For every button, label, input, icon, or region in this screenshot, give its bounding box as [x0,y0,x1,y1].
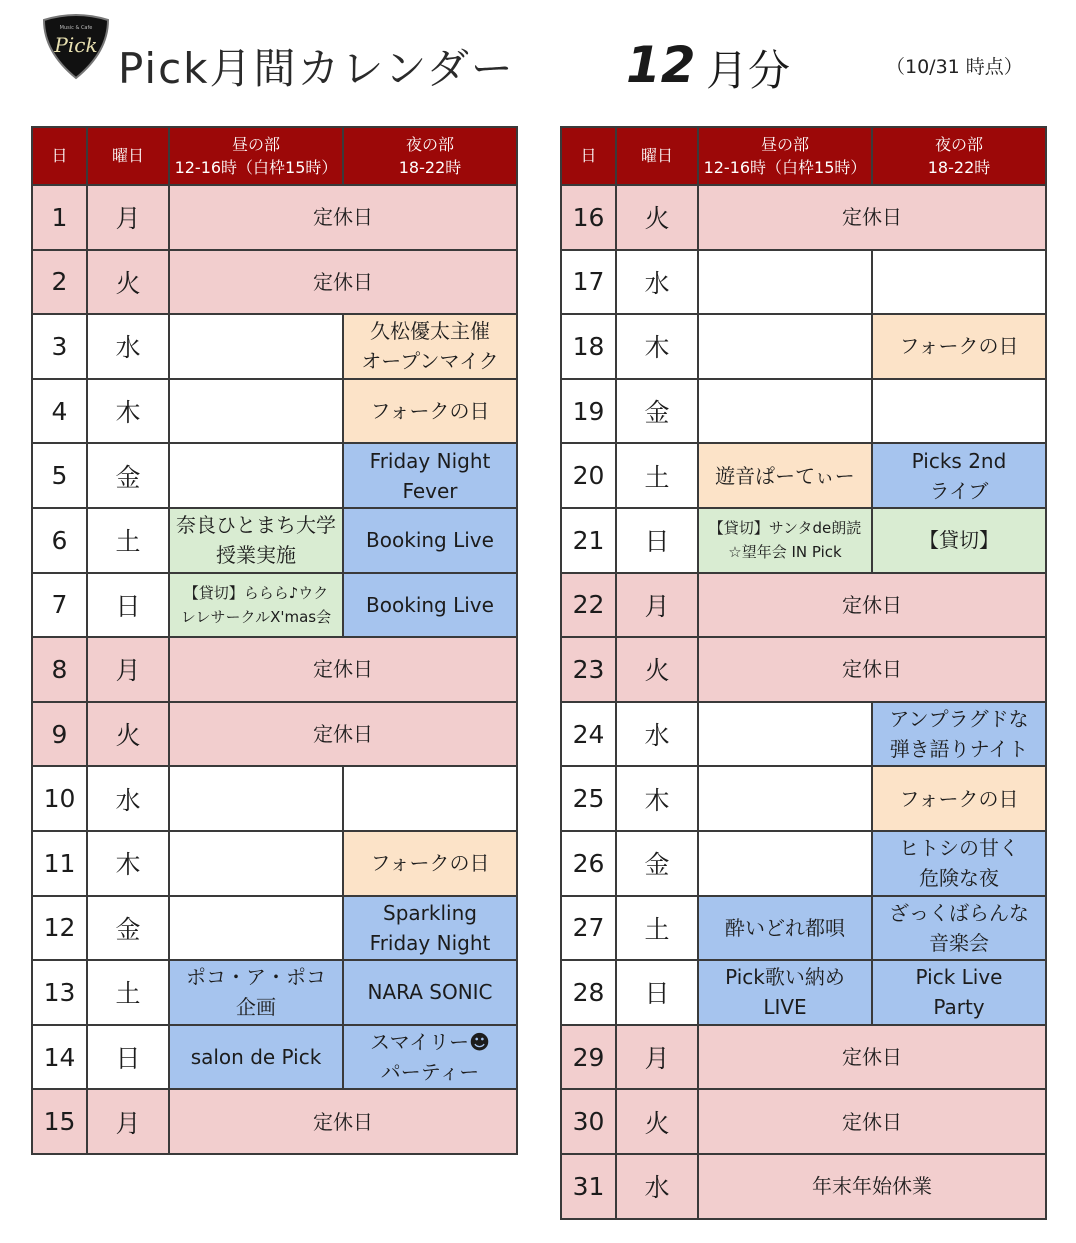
afternoon-event [169,379,343,444]
calendar-table-right [560,126,1047,1220]
night-event: NARA SONIC [343,960,517,1025]
weekday: 木 [616,766,698,831]
month-number: 12 [626,36,696,94]
calendar-row [561,314,1046,379]
header-afternoon-title: 昼の部 [231,134,280,154]
header-day: 日 [561,127,616,185]
calendar-row [561,379,1046,444]
day-number: 31 [561,1154,616,1219]
weekday: 土 [616,443,698,508]
night-event: Booking Live [343,573,517,638]
afternoon-event [169,443,343,508]
header-afternoon [698,127,872,185]
calendar-row [32,637,517,702]
header-night-title: 夜の部 [405,134,454,154]
pick-logo [40,12,112,80]
day-number: 5 [32,443,87,508]
day-number: 17 [561,250,616,315]
weekday: 月 [87,637,169,702]
closed-day-cell: 定休日 [169,637,517,702]
calendar-row [32,896,517,961]
weekday: 水 [87,766,169,831]
day-number: 7 [32,573,87,638]
weekday: 月 [87,185,169,250]
day-number: 27 [561,896,616,961]
table-header-row [561,127,1046,185]
weekday: 金 [87,443,169,508]
weekday: 土 [616,896,698,961]
night-event: フォークの日 [343,831,517,896]
day-number: 12 [32,896,87,961]
closed-day-cell: 定休日 [698,573,1046,638]
weekday: 土 [87,960,169,1025]
calendar-row [32,1025,517,1090]
afternoon-event [698,379,872,444]
weekday: 水 [87,314,169,379]
night-event: ヒトシの甘く 危険な夜 [872,831,1046,896]
header-night [872,127,1046,185]
calendar-row [32,831,517,896]
closed-day-cell: 定休日 [169,250,517,315]
day-number: 2 [32,250,87,315]
weekday: 月 [87,1089,169,1154]
calendar-row [561,702,1046,767]
weekday: 火 [87,702,169,767]
day-number: 1 [32,185,87,250]
weekday: 火 [87,250,169,315]
day-number: 29 [561,1025,616,1090]
closed-day-cell: 定休日 [169,185,517,250]
night-event: フォークの日 [872,314,1046,379]
afternoon-event [698,831,872,896]
calendar-row [561,831,1046,896]
calendar-row [32,702,517,767]
night-event [872,379,1046,444]
svg-text:Music & Cafe: Music & Cafe [59,25,93,31]
afternoon-event: 【貸切】ららら♪ウク レレサークルX'mas会 [169,573,343,638]
weekday: 水 [616,702,698,767]
night-event: フォークの日 [343,379,517,444]
afternoon-event [169,766,343,831]
calendar-row [561,1089,1046,1154]
calendar-row [32,379,517,444]
day-number: 26 [561,831,616,896]
day-number: 6 [32,508,87,573]
night-event: Picks 2nd ライブ [872,443,1046,508]
day-number: 13 [32,960,87,1025]
weekday: 水 [616,1154,698,1219]
day-number: 24 [561,702,616,767]
calendar-row [561,443,1046,508]
day-number: 3 [32,314,87,379]
calendar-row [32,250,517,315]
night-event: Friday Night Fever [343,443,517,508]
calendar-row [32,960,517,1025]
day-number: 9 [32,702,87,767]
day-number: 14 [32,1025,87,1090]
header-night [343,127,517,185]
weekday: 水 [616,250,698,315]
night-event: Sparkling Friday Night [343,896,517,961]
night-event: ざっくばらんな 音楽会 [872,896,1046,961]
afternoon-event [169,896,343,961]
calendar-row [561,960,1046,1025]
afternoon-event [698,766,872,831]
calendar-row [32,573,517,638]
header-night-title: 夜の部 [934,134,983,154]
calendar-row [32,443,517,508]
calendar-row [32,1089,517,1154]
afternoon-event: 奈良ひとまち大学 授業実施 [169,508,343,573]
header-afternoon-hours: 12-16時（白枠15時） [703,158,867,177]
header-day: 日 [32,127,87,185]
night-event: Pick Live Party [872,960,1046,1025]
afternoon-event: ポコ・ア・ポコ 企画 [169,960,343,1025]
weekday: 金 [616,379,698,444]
night-event [872,250,1046,315]
weekday: 火 [616,1089,698,1154]
calendar-row [32,766,517,831]
calendar-row [32,314,517,379]
afternoon-event [698,250,872,315]
closed-day-cell: 定休日 [698,1025,1046,1090]
weekday: 金 [616,831,698,896]
afternoon-event [169,314,343,379]
afternoon-event: salon de Pick [169,1025,343,1090]
weekday: 日 [616,960,698,1025]
day-number: 8 [32,637,87,702]
afternoon-event [698,702,872,767]
night-event [343,766,517,831]
month-suffix: 月分 [706,46,791,95]
day-number: 20 [561,443,616,508]
weekday: 月 [616,573,698,638]
day-number: 18 [561,314,616,379]
closed-day-cell: 定休日 [169,1089,517,1154]
night-event: 【貸切】 [872,508,1046,573]
night-event: アンプラグドな 弾き語りナイト [872,702,1046,767]
table-header-row [32,127,517,185]
night-event: Booking Live [343,508,517,573]
calendar-row [561,637,1046,702]
afternoon-event [698,314,872,379]
afternoon-event: 【貸切】サンタde朗読 ☆望年会 IN Pick [698,508,872,573]
header-weekday: 曜日 [616,127,698,185]
night-event: 久松優太主催 オープンマイク [343,314,517,379]
weekday: 木 [616,314,698,379]
calendar-row [561,1154,1046,1219]
calendar-row [561,250,1046,315]
afternoon-event: 遊音ぱーてぃー [698,443,872,508]
day-number: 23 [561,637,616,702]
afternoon-event: 酔いどれ都唄 [698,896,872,961]
weekday: 月 [616,1025,698,1090]
calendar-table-left [31,126,518,1155]
day-number: 28 [561,960,616,1025]
afternoon-event [169,831,343,896]
afternoon-event: Pick歌い納め LIVE [698,960,872,1025]
header-afternoon-hours: 12-16時（白枠15時） [174,158,338,177]
weekday: 金 [87,896,169,961]
header-afternoon-title: 昼の部 [760,134,809,154]
day-number: 19 [561,379,616,444]
header-afternoon [169,127,343,185]
calendar-row [561,766,1046,831]
night-event: スマイリー☻ パーティー [343,1025,517,1090]
weekday: 日 [616,508,698,573]
day-number: 11 [32,831,87,896]
weekday: 火 [616,637,698,702]
svg-text:Pick: Pick [54,33,98,57]
closed-day-cell: 定休日 [698,1089,1046,1154]
day-number: 22 [561,573,616,638]
calendar-row [32,508,517,573]
weekday: 木 [87,831,169,896]
closed-day-cell: 定休日 [169,702,517,767]
header-night-hours: 18-22時 [398,158,462,177]
weekday: 日 [87,573,169,638]
closed-day-cell: 定休日 [698,185,1046,250]
day-number: 16 [561,185,616,250]
calendar-row [561,573,1046,638]
header-night-hours: 18-22時 [927,158,991,177]
night-event: フォークの日 [872,766,1046,831]
calendar-row [561,896,1046,961]
day-number: 10 [32,766,87,831]
day-number: 21 [561,508,616,573]
calendar-row [561,508,1046,573]
day-number: 25 [561,766,616,831]
weekday: 火 [616,185,698,250]
day-number: 15 [32,1089,87,1154]
day-number: 4 [32,379,87,444]
weekday: 土 [87,508,169,573]
calendar-row [561,185,1046,250]
calendar-row [32,185,517,250]
day-number: 30 [561,1089,616,1154]
weekday: 木 [87,379,169,444]
weekday: 日 [87,1025,169,1090]
closed-day-cell: 定休日 [698,637,1046,702]
closed-day-cell: 年末年始休業 [698,1154,1046,1219]
calendar-row [561,1025,1046,1090]
header-weekday: 曜日 [87,127,169,185]
as-of-date: （10/31 時点） [886,56,1023,78]
page-title: Pick月間カレンダー [118,44,515,93]
